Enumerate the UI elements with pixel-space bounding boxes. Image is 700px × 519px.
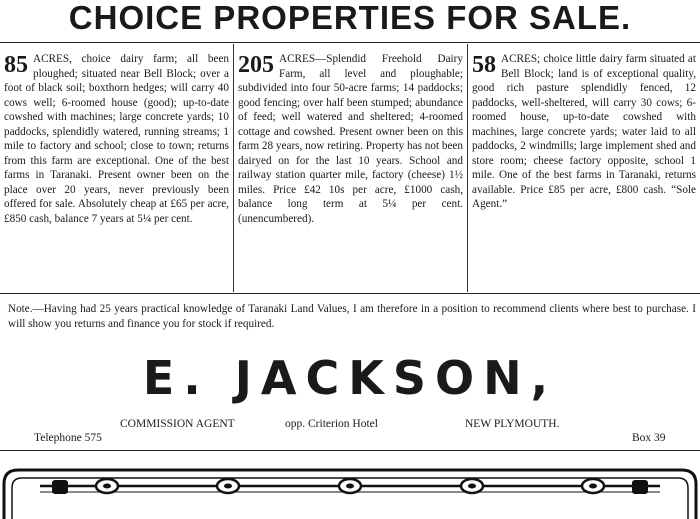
listing-column-3 [472,52,696,212]
listing-column-1 [4,52,229,226]
advert-headline: CHOICE PROPERTIES FOR SALE. [68,0,632,36]
agent-name: E. JACKSON, [142,351,558,405]
footer-rule [0,450,700,451]
agent-town: NEW PLYMOUTH. [465,418,560,430]
agent-location: opp. Criterion Hotel [285,418,378,430]
column-divider-1 [233,44,234,292]
listings-bottom-rule [0,293,700,294]
column-divider-2 [467,44,468,292]
agent-title: COMMISSION AGENT [120,418,235,430]
headline-rule [0,42,700,43]
agent-note: Note.—Having had 25 years practical knowledge of Taranaki Land Values, I am therefore in a position to recommend clients where best to purchase. I will show you returns and finance you for stock if required. [8,303,696,330]
listing-description: ACRES—Splendid Freehold Dairy Farm, all level and ploughable; subdivided into four 50-acre farms; 14 paddocks; good fencing; over half been stumped; abundance of feed; well watered and sheltered; 4-roomed cottage and cowshed. Present owner been on this farm 28 years, now retiring. Property has not been dairyed on for the last 10 years. School and railway station quarter mile, factory (cheese) 1½ miles. Price £42 10s per acre, £1000 cash, balance long term at 5¼ per cent. (unencumbered). [238,53,463,225]
listing-description: ACRES; choice little dairy farm situated at Bell Block; land is of exceptional quality, good rich pasture splendidly fenced, 12 paddocks, well-sheltered, will carry 30 cows; 6-roomed house, up-to-date cowshed with machines, large concrete yards; water laid to all paddocks, 2 windmills; large implement shed and store room; cheese factory opposite, school 1 mile. One of the best farms in Taranaki, returns available. Price £85 per acre, £800 cash. “Sole Agent.” [472,53,696,210]
listing-acreage-number: 205 [238,52,274,78]
ornamental-border [0,462,700,519]
listing-acreage-number: 85 [4,52,28,78]
listing-description: ACRES, choice dairy farm; all been ploughed; situated near Bell Block; over a foot of black soil; boxthorn hedges; will carry 40 cows well; 6-roomed house (good); up-to-date cowshed with machines; large concrete yards; 10 paddocks, splendidly watered, running streams; 1 mile to factory and school; close to town; returns from this farm are exceptional. One of the best farms in Taranaki. Present owner been on the place over 20 years, never previously been offered for sale. Absolutely cheap at £65 per acre, £850 cash, balance 7 years at 5¼ per cent. [4,53,229,225]
agent-telephone: Telephone 575 [34,432,102,444]
listing-acreage-number: 58 [472,52,496,78]
listing-column-2 [238,52,463,226]
agent-box: Box 39 [632,432,666,444]
